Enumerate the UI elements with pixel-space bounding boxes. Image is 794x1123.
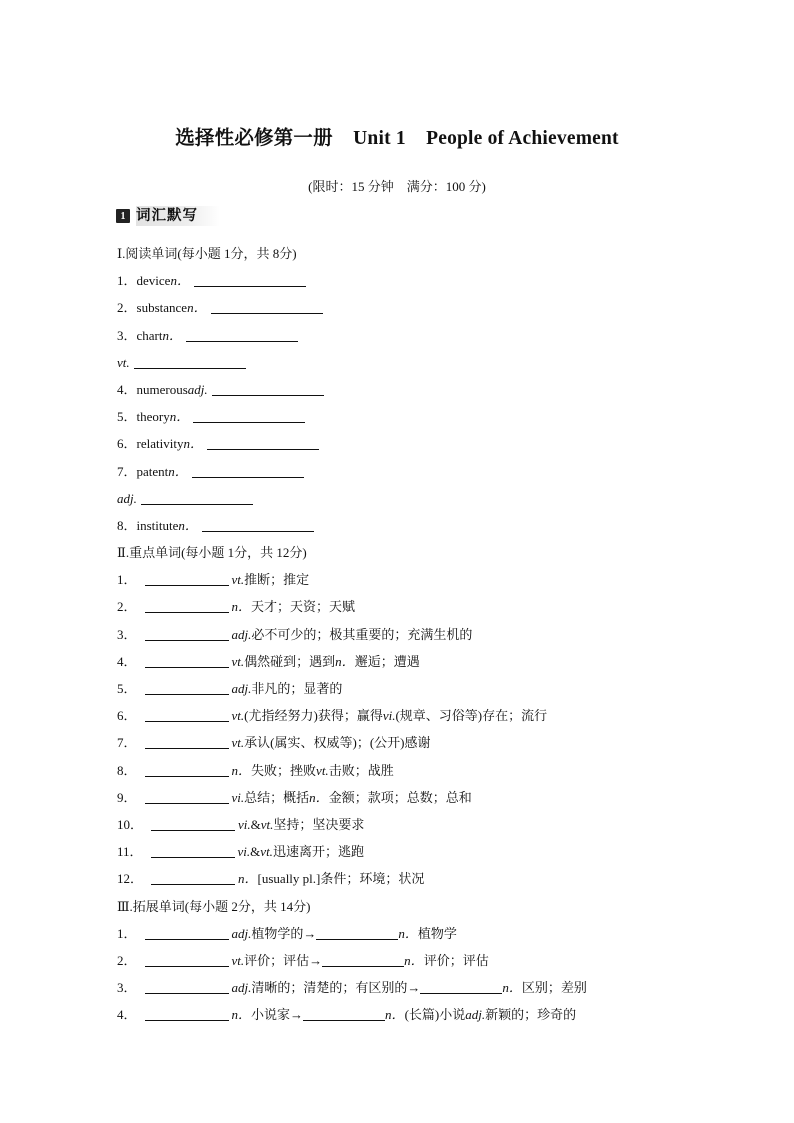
key-word-row (117, 788, 737, 815)
part-of-speech: adj. (187, 381, 208, 397)
part-of-speech: n． (178, 517, 198, 533)
item-number: 8． (117, 762, 137, 778)
answer-blank[interactable] (420, 978, 502, 994)
part-of-speech: vt. (231, 708, 245, 724)
item-meaning: 小说家→ (251, 1007, 304, 1023)
part-of-speech: n． (168, 463, 188, 479)
page-title: 选择性必修第一册 Unit 1 People of Achievement (175, 128, 619, 149)
answer-blank[interactable] (192, 462, 304, 478)
answer-blank[interactable] (145, 625, 229, 641)
item-meaning: & (250, 816, 261, 832)
extended-word-row (117, 924, 737, 951)
item-meaning: 总结；概括 (244, 789, 310, 805)
answer-blank[interactable] (141, 489, 253, 505)
answer-blank[interactable] (145, 788, 229, 804)
part-of-speech: adj. (465, 1007, 486, 1023)
answer-blank[interactable] (145, 679, 229, 695)
item-number: 9． (117, 789, 137, 805)
part-of-speech: vt. (231, 735, 245, 751)
reading-word-row (117, 298, 737, 325)
answer-blank[interactable] (151, 869, 235, 885)
item-meaning: 金额；款项；总数；总和 (328, 789, 472, 805)
part-of-speech: n． (231, 762, 252, 778)
part-of-speech: vt. (231, 572, 245, 588)
key-word-row (117, 761, 737, 788)
item-number: 1． (117, 273, 137, 289)
part-of-speech: n． (231, 1007, 252, 1023)
extended-word-row (117, 1005, 737, 1032)
reading-word-row (117, 462, 737, 489)
answer-blank[interactable] (134, 353, 246, 369)
item-number: 6． (117, 708, 137, 724)
item-number: 6． (117, 436, 137, 452)
answer-blank[interactable] (316, 924, 398, 940)
item-number: 8． (117, 517, 137, 533)
part-of-speech: adj. (231, 980, 252, 996)
item-meaning: (长篇)小说 (404, 1007, 466, 1023)
item-meaning: 非凡的；显著的 (251, 681, 343, 696)
item-number: 4． (117, 653, 137, 669)
item-number: 1． (117, 572, 137, 588)
item-number: 4． (117, 381, 137, 397)
part-of-speech: vi. (231, 789, 245, 805)
part-of-speech: adj. (231, 626, 252, 642)
part-of-speech: n． (309, 789, 329, 805)
section-number: 1 (116, 209, 130, 223)
key-word-row (117, 815, 737, 842)
answer-blank[interactable] (145, 978, 229, 994)
part-of-speech: vt. (117, 354, 130, 370)
reading-word-row (117, 380, 737, 407)
part-of-speech: vt. (260, 844, 273, 860)
reading-word-row (117, 434, 737, 461)
reading-word-row (117, 516, 737, 543)
part-of-speech: n． (162, 327, 183, 343)
part-of-speech: adj. (117, 490, 137, 506)
item-meaning: 坚持；坚决要求 (273, 816, 365, 832)
answer-blank[interactable] (211, 298, 323, 314)
answer-blank[interactable] (145, 1005, 229, 1021)
key-word-row (117, 597, 737, 624)
part-of-speech: vi. (238, 816, 251, 832)
answer-blank[interactable] (202, 516, 314, 532)
part-header: Ⅲ.拓展单词(每小题 2分，共 14分) (117, 898, 311, 914)
answer-blank[interactable] (303, 1005, 385, 1021)
page-subtitle: (限时：15 分钟 满分：100 分) (308, 179, 486, 194)
part-of-speech: adj. (231, 681, 252, 696)
answer-blank[interactable] (193, 407, 305, 423)
item-meaning: 区别；差别 (521, 980, 587, 996)
answer-blank[interactable] (145, 706, 229, 722)
part-of-speech: vt. (231, 952, 245, 968)
item-number: 7． (117, 463, 137, 479)
item-number: 2． (117, 300, 137, 316)
item-word: numerous (136, 381, 188, 397)
item-number: 2． (117, 599, 137, 615)
key-word-row (117, 733, 737, 760)
item-meaning: 新颖的；珍奇的 (485, 1007, 577, 1023)
section-label: 词汇默写 (136, 206, 220, 226)
item-meaning: 评价；评估 (423, 952, 489, 968)
part-of-speech: vi. (237, 844, 251, 860)
key-word-row (117, 842, 737, 869)
item-meaning: 植物学 (417, 925, 457, 941)
part-of-speech: vt. (260, 816, 274, 832)
item-meaning: 迅速离开；逃跑 (272, 844, 364, 860)
item-word: theory (136, 409, 170, 425)
item-number: 2． (117, 952, 137, 968)
item-number: 5． (117, 409, 137, 425)
item-meaning: 植物学的→ (251, 925, 317, 941)
extended-word-row (117, 978, 737, 1005)
part-header: Ⅰ.阅读单词(每小题 1分，共 8分) (117, 246, 297, 261)
part-of-speech: n． (335, 653, 355, 669)
item-meaning: & (250, 844, 261, 860)
reading-word-row (117, 326, 737, 353)
part-of-speech: vi. (382, 708, 396, 724)
item-number: 4． (117, 1007, 137, 1023)
item-meaning: 失败；挫败 (251, 762, 317, 778)
answer-blank[interactable] (145, 761, 229, 777)
extended-word-row (117, 951, 737, 978)
item-word: patent (136, 463, 169, 479)
key-word-row (117, 869, 737, 896)
answer-blank[interactable] (186, 326, 298, 342)
item-number: 1． (117, 925, 137, 941)
item-meaning: 清晰的；清楚的；有区别的→ (251, 980, 421, 996)
answer-blank[interactable] (207, 434, 319, 450)
item-number: 11． (117, 844, 143, 860)
answer-blank[interactable] (145, 733, 229, 749)
exercise-list (117, 244, 737, 1032)
key-word-row (117, 625, 737, 652)
part-header: Ⅱ.重点单词(每小题 1分，共 12分) (117, 545, 307, 561)
item-meaning: (尤指经努力)获得；赢得 (244, 708, 383, 724)
reading-word-row (117, 489, 737, 516)
item-meaning: 必不可少的；极其重要的；充满生机的 (251, 626, 473, 642)
part-of-speech: n． (404, 952, 424, 968)
part-of-speech: adj. (231, 925, 252, 941)
item-number: 5． (117, 681, 137, 696)
part-of-speech: vt. (231, 653, 245, 669)
item-meaning: 邂逅；遭遇 (354, 653, 420, 669)
key-word-row (117, 679, 737, 706)
answer-blank[interactable] (194, 271, 306, 287)
item-number: 3． (117, 626, 137, 642)
item-number: 3． (117, 327, 137, 343)
answer-blank[interactable] (145, 951, 229, 967)
answer-blank[interactable] (322, 951, 404, 967)
item-word: relativity (136, 436, 184, 452)
part-of-speech: n． (170, 273, 190, 289)
item-number: 3． (117, 980, 137, 996)
item-meaning: (规章、习俗等)存在；流行 (395, 708, 548, 724)
item-number: 7． (117, 735, 137, 751)
item-word: chart (136, 327, 163, 343)
answer-blank[interactable] (145, 924, 229, 940)
item-number: 10． (117, 816, 144, 832)
part-of-speech: n． (187, 300, 207, 316)
part-of-speech: n． (398, 925, 418, 941)
item-word: substance (136, 300, 188, 316)
answer-blank[interactable] (145, 597, 229, 613)
item-number: 12． (117, 871, 144, 887)
reading-word-row (117, 353, 737, 380)
part-of-speech: n． (183, 436, 203, 452)
reading-word-row (117, 271, 737, 298)
item-word: device (136, 273, 171, 289)
item-word: institute (136, 517, 179, 533)
item-meaning: 偶然碰到；遇到 (244, 653, 336, 669)
part-of-speech: n． (169, 409, 190, 425)
key-word-row (117, 706, 737, 733)
item-meaning: 天才；天资；天赋 (251, 599, 356, 615)
part-of-speech: vt. (316, 762, 329, 778)
item-meaning: 推断；推定 (244, 572, 310, 588)
part-of-speech: n． (385, 1007, 405, 1023)
answer-blank[interactable] (212, 380, 324, 396)
answer-blank[interactable] (151, 815, 235, 831)
key-word-row (117, 570, 737, 597)
part-of-speech: n． (502, 980, 522, 996)
answer-blank[interactable] (151, 842, 235, 858)
answer-blank[interactable] (145, 652, 229, 668)
item-meaning: [usually pl.]条件；环境；状况 (257, 871, 425, 887)
reading-word-row (117, 407, 737, 434)
section-badge (116, 206, 220, 226)
part-of-speech: n． (238, 871, 258, 887)
item-meaning: 击败；战胜 (328, 762, 394, 778)
key-word-row (117, 652, 737, 679)
part-of-speech: n． (231, 599, 252, 615)
answer-blank[interactable] (145, 570, 229, 586)
item-meaning: 评价；评估→ (244, 952, 323, 968)
item-meaning: 承认(属实、权威等)；(公开)感谢 (244, 735, 431, 751)
